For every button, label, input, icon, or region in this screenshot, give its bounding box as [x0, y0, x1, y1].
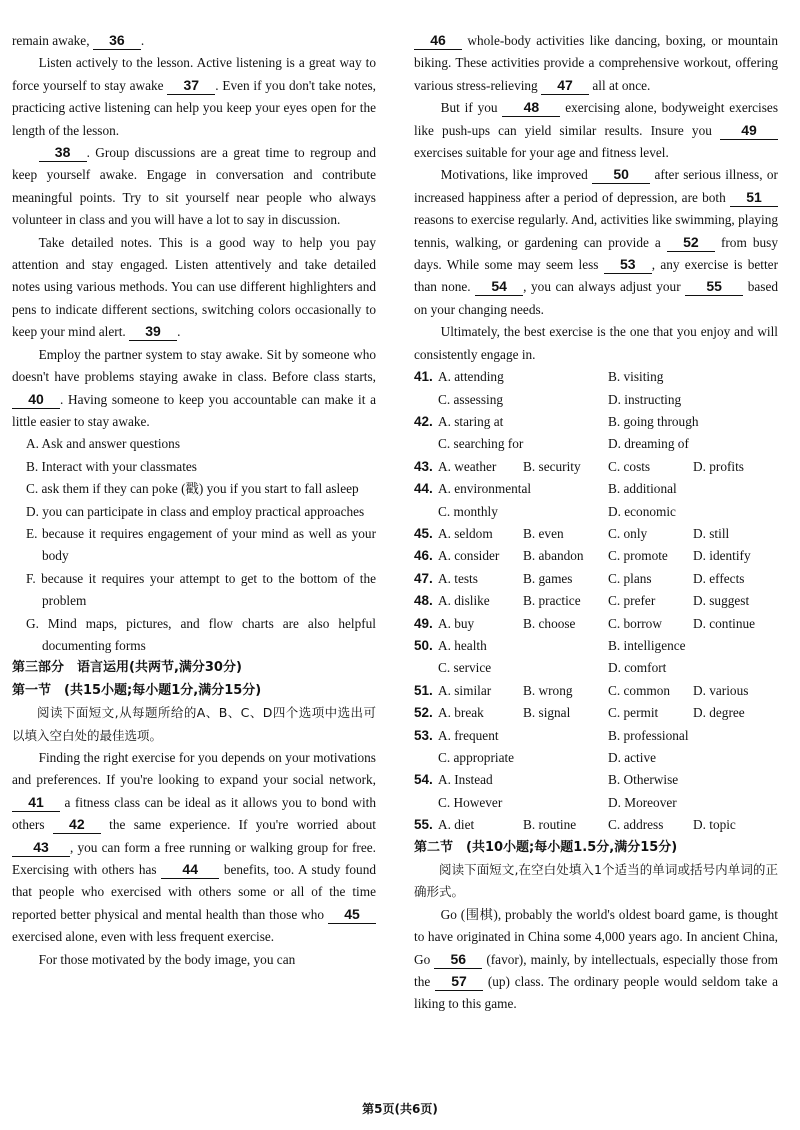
answer-choice: A. seldom: [438, 525, 493, 541]
blank-37: 37: [167, 77, 215, 95]
question-options: [438, 680, 778, 702]
question-options: [438, 456, 778, 478]
blank-53: 53: [604, 256, 652, 274]
question-number: 54.: [414, 772, 433, 788]
question-row: [414, 725, 778, 747]
option-b: B. Interact with your classmates: [26, 458, 197, 474]
question-row: [414, 590, 778, 612]
answer-choice: A. frequent: [438, 727, 499, 743]
answer-choice: B. practice: [523, 593, 581, 609]
answer-choice: A. tests: [438, 570, 478, 586]
part3-title: 第三部分 语言运用(共两节,满分30分): [12, 660, 242, 676]
option-a: A. Ask and answer questions: [26, 436, 181, 452]
text: (favor), mainly, by intellectuals, especially those from the: [414, 951, 779, 990]
text: . Group discussions are a great time to regroup and keep yourself awake. Engage in conversation and contribute meaningful points. Try to sit yourself near people who always volunteer in class and you will have a lot to say in discussion.: [12, 145, 376, 228]
answer-choice: A. health: [438, 637, 487, 653]
answer-choice: C. assessing: [438, 391, 504, 407]
answer-choice: B. choose: [523, 615, 576, 631]
blank-44: 44: [161, 861, 219, 879]
blank-41: 41: [12, 794, 60, 812]
paragraph-50-55: [414, 164, 778, 321]
text: based on your changing needs.: [414, 279, 779, 317]
answer-choice: A. attending: [438, 369, 504, 385]
answer-choice: B. intelligence: [608, 637, 686, 653]
answer-choice: D. economic: [608, 503, 676, 519]
blank-52: 52: [667, 234, 715, 252]
question-number: 44.: [414, 481, 433, 497]
section2-instructions: 阅读下面短文,在空白处填入1个适当的单词或括号内单词的正确形式。: [414, 862, 778, 900]
paragraph-ultimately: Ultimately, the best exercise is the one that you enjoy and will consistently engage in.: [414, 324, 778, 362]
question-row: [414, 702, 778, 724]
question-options: [438, 568, 778, 590]
question-row: [414, 680, 778, 702]
question-row: [414, 523, 778, 545]
text: Finding the right exercise for you depends on your motivations and preferences. If you're looking to expand your social network,: [12, 750, 376, 788]
section1-title: 第一节 (共15小题;每小题1分,满分15分): [12, 682, 262, 698]
option-f: F. because it requires your attempt to get to the bottom of the problem: [26, 570, 376, 609]
answer-choice: C. plans: [608, 570, 652, 586]
option-g: G. Mind maps, pictures, and flow charts are also helpful documenting forms: [26, 615, 376, 653]
question-options: [438, 366, 778, 388]
answer-choice: A. dislike: [438, 593, 490, 609]
answer-choice: B. signal: [523, 705, 571, 721]
option-d: D. you can participate in class and employ practical approaches: [26, 503, 365, 519]
blank-57: 57: [435, 973, 483, 991]
question-options: [438, 478, 778, 500]
question-row: [414, 613, 778, 635]
text: . Having someone to keep you accountable can make it a little easier to stay awake.: [12, 391, 376, 429]
question-options: [438, 501, 778, 523]
blank-49: 49: [720, 122, 778, 140]
answer-choice: A. break: [438, 705, 484, 721]
answer-choice: D. still: [693, 525, 730, 541]
text: exercising alone, bodyweight exercises like push-ups can yield similar results. Insure you: [414, 100, 779, 138]
answer-choice: B. going through: [608, 413, 699, 429]
question-row: [414, 478, 778, 500]
answer-choice: B. Otherwise: [608, 772, 679, 788]
question-options: [438, 747, 778, 769]
text: whole-body activities like dancing, boxing, or mountain biking. These activities provide a comprehensive workout, offering various stress-relieving: [414, 33, 778, 93]
blank-36: 36: [93, 32, 141, 50]
answer-choice: D. comfort: [608, 660, 667, 676]
answer-choice: B. even: [523, 525, 564, 541]
question-number: 43.: [414, 458, 433, 474]
paragraph-48-49: [414, 97, 778, 164]
text: Motivations, like improved: [440, 167, 588, 183]
paragraph-39: [12, 232, 376, 344]
answer-choice: D. suggest: [693, 593, 750, 609]
question-row: [414, 568, 778, 590]
question-number: 42.: [414, 413, 433, 429]
text: the same experience. If you're worried about: [109, 817, 376, 833]
question-number: 50.: [414, 637, 433, 653]
answer-choice: D. topic: [693, 817, 736, 833]
text: . Even if you don't take notes, practicing active listening can help you keep your eyes open for the length of the lesson.: [12, 77, 377, 138]
answer-choice: D. various: [693, 682, 749, 698]
answer-choice: D. active: [608, 750, 656, 765]
question-number: 48.: [414, 593, 433, 609]
text: after serious illness, or increased happiness after a period of depression, are both: [414, 167, 778, 205]
blank-56: 56: [434, 951, 482, 969]
question-row: [414, 411, 778, 433]
answer-choice: C. costs: [608, 458, 651, 474]
answer-choice: A. diet: [438, 817, 475, 833]
blank-46: 46: [414, 32, 462, 50]
answer-choice: C. appropriate: [438, 750, 515, 765]
paragraph-36: [12, 30, 376, 52]
question-row: [414, 747, 778, 769]
question-options: [438, 411, 778, 433]
text: remain awake,: [12, 33, 90, 48]
answer-choice: D. continue: [693, 615, 756, 631]
text: , you can always adjust your: [523, 279, 681, 295]
question-number: 47.: [414, 570, 433, 586]
option-e: E. because it requires engagement of your mind as well as your body: [26, 525, 376, 564]
question-number: 55.: [414, 817, 433, 833]
answer-choice: A. consider: [438, 548, 500, 564]
question-options: [438, 523, 778, 545]
paragraph-38: [12, 142, 376, 232]
answer-choice: C. service: [438, 660, 492, 676]
right-column: [414, 30, 778, 1016]
answer-choice: D. dreaming of: [608, 436, 689, 452]
answer-choice: C. monthly: [438, 503, 498, 519]
question-options: [438, 792, 778, 814]
paragraph-56-57: [414, 904, 778, 1016]
question-number: 51.: [414, 682, 433, 698]
question-row: [414, 635, 778, 657]
text: Go (围棋), probably the world's oldest board game, is thought to have originated in China some 4,000 years ago. In ancient China, Go: [414, 906, 778, 967]
section1-instructions: 阅读下面短文,从每题所给的A、B、C、D四个选项中选出可以填入空白处的最佳选项。: [12, 705, 376, 743]
text: But if you: [440, 100, 498, 116]
text: , you can form a free running or walking group for free. Exercising with others has: [12, 839, 376, 878]
text: exercises suitable for your age and fitness level.: [414, 145, 669, 161]
question-row: [414, 769, 778, 791]
question-number: 41.: [414, 369, 433, 385]
answer-choice: C. only: [608, 525, 648, 541]
answer-choice: D. instructing: [608, 391, 682, 407]
question-options: [438, 702, 778, 724]
blank-42: 42: [53, 816, 101, 834]
page-footer: 第5页(共6页): [362, 1102, 438, 1116]
paragraph-41-45: [12, 747, 376, 949]
question-row: [414, 501, 778, 523]
answer-choice: B. abandon: [523, 548, 584, 564]
question-row: [414, 433, 778, 455]
answer-choice: B. visiting: [608, 369, 664, 385]
answer-choice: B. games: [523, 570, 573, 586]
question-row: [414, 456, 778, 478]
answer-choice: C. promote: [608, 548, 668, 564]
answer-choice: B. security: [523, 458, 581, 474]
answer-choice: C. prefer: [608, 593, 656, 609]
option-list: [12, 433, 376, 657]
question-list: [414, 366, 778, 837]
question-row: [414, 545, 778, 567]
blank-54: 54: [475, 278, 523, 296]
question-number: 53.: [414, 727, 433, 743]
text: from busy days. While some may seem less: [414, 234, 778, 273]
blank-51: 51: [730, 189, 778, 207]
blank-39: 39: [129, 323, 177, 341]
left-column: [12, 30, 376, 971]
text: exercised alone, even with less frequent exercise.: [12, 929, 275, 945]
answer-choice: A. environmental: [438, 481, 532, 497]
question-options: [438, 433, 778, 455]
question-options: [438, 769, 778, 791]
answer-choice: A. Instead: [438, 772, 493, 788]
answer-choice: D. Moreover: [608, 794, 677, 810]
question-number: 46.: [414, 548, 433, 564]
answer-choice: A. staring at: [438, 413, 504, 429]
question-options: [438, 613, 778, 635]
question-number: 45.: [414, 525, 433, 541]
answer-choice: D. profits: [693, 458, 744, 474]
text: , any exercise is better than none.: [414, 257, 779, 295]
paragraph-body-image: For those motivated by the body image, you can: [38, 951, 296, 967]
question-row: [414, 366, 778, 388]
question-row: [414, 792, 778, 814]
paragraph-37: [12, 52, 376, 142]
answer-choice: C. searching for: [438, 436, 524, 452]
text: reasons to exercise regularly. And, activities like swimming, playing tennis, walking, or gardening can provide a: [414, 212, 778, 250]
answer-choice: C. address: [608, 817, 664, 833]
question-options: [438, 635, 778, 657]
answer-choice: C. common: [608, 682, 671, 698]
text: Take detailed notes. This is a good way to help you pay attention and stay engaged. Listen attentively and take detailed notes using various methods. You can use different highlighters and pens to indicate different sections, switching colors occasionally to keep your mind alert.: [12, 234, 376, 340]
blank-50: 50: [592, 166, 650, 184]
question-row: [414, 657, 778, 679]
question-options: [438, 545, 778, 567]
question-row: [414, 814, 778, 836]
blank-43: 43: [12, 839, 70, 857]
question-options: [438, 590, 778, 612]
text: .: [140, 33, 145, 48]
question-number: 49.: [414, 615, 433, 631]
section2-title: 第二节 (共10小题;每小题1.5分,满分15分): [414, 839, 678, 855]
answer-choice: B. wrong: [523, 682, 573, 698]
text: Employ the partner system to stay awake. Sit by someone who doesn't have problems staying awake in class. Before class starts,: [12, 346, 376, 385]
question-row: [414, 389, 778, 411]
text: a fitness class can be ideal as it allows you to bond with others: [12, 794, 377, 833]
answer-choice: C. borrow: [608, 615, 662, 631]
blank-48: 48: [502, 99, 560, 117]
question-options: [438, 725, 778, 747]
blank-45: 45: [328, 906, 376, 924]
question-options: [438, 657, 778, 679]
text: all at once.: [592, 77, 651, 93]
answer-choice: A. similar: [438, 682, 492, 698]
text: (up) class. The ordinary people would seldom take a liking to this game.: [414, 974, 778, 1012]
question-options: [438, 814, 778, 836]
answer-choice: D. identify: [693, 548, 751, 564]
paragraph-40: [12, 344, 376, 434]
answer-choice: C. permit: [608, 705, 659, 721]
text: Listen actively to the lesson. Active listening is a great way to force yourself to stay awake: [12, 55, 376, 93]
answer-choice: D. effects: [693, 570, 745, 586]
answer-choice: A. buy: [438, 615, 475, 631]
answer-choice: A. weather: [438, 458, 497, 474]
text: benefits, too. A study found that people who exercised with others some or all of the time reported better physical and mental health than those who: [12, 862, 377, 922]
answer-choice: B. professional: [608, 727, 689, 743]
question-options: [438, 389, 778, 411]
answer-choice: D. degree: [693, 705, 745, 721]
blank-55: 55: [685, 278, 743, 296]
blank-47: 47: [541, 77, 589, 95]
answer-choice: B. additional: [608, 481, 677, 497]
blank-40: 40: [12, 391, 60, 409]
answer-choice: C. However: [438, 794, 503, 810]
option-c: C. ask them if they can poke (戳) you if you start to fall asleep: [26, 481, 359, 497]
text: .: [177, 324, 181, 340]
answer-choice: B. routine: [523, 817, 577, 833]
question-number: 52.: [414, 705, 433, 721]
blank-38: 38: [39, 144, 87, 162]
paragraph-46-47: [414, 30, 778, 97]
